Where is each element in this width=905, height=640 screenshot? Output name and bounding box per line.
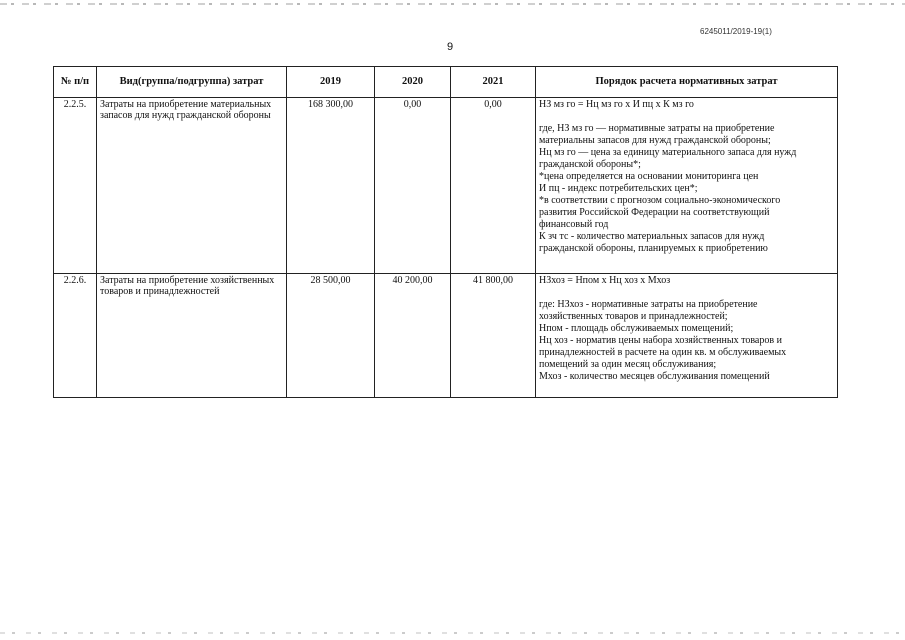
row-value-2020: 40 200,00 [375, 274, 451, 398]
table-row [54, 274, 838, 398]
scan-artifact-bottom [0, 632, 905, 634]
document-code: 6245011/2019-19(1) [700, 27, 772, 36]
calc-line: Нпом - площадь обслуживаемых помещений; [539, 323, 734, 334]
calc-line: К зч тс - количество материальных запасов для нужд [539, 231, 765, 242]
calc-line: где, НЗ мз го — нормативные затраты на приобретение [539, 123, 775, 134]
calc-line: финансовый год [539, 219, 609, 230]
row-value-2019: 28 500,00 [287, 274, 375, 398]
calc-line: развития Российской Федерации на соответствующий [539, 207, 770, 218]
row-calculation [536, 274, 838, 398]
calc-line: *цена определяется на основании мониторинга цен [539, 171, 759, 182]
row-num: 2.2.5. [54, 98, 97, 274]
calc-line: гражданской обороны, планируемых к приобретению [539, 243, 768, 254]
row-value-2021: 41 800,00 [451, 274, 536, 398]
row-formula: НЗ мз го = Нц мз го х И пц х К мз го [539, 99, 694, 110]
header-2021: 2021 [451, 67, 536, 98]
header-2019: 2019 [287, 67, 375, 98]
calc-line: материальны запасов для нужд гражданской обороны; [539, 135, 771, 146]
header-calc: Порядок расчета нормативных затрат [536, 67, 838, 98]
row-value-2019: 168 300,00 [287, 98, 375, 274]
row-value-2020: 0,00 [375, 98, 451, 274]
calc-line: Мхоз - количество месяцев обслуживания помещений [539, 371, 770, 382]
calc-line: где: НЗхоз - нормативные затраты на приобретение [539, 299, 758, 310]
calc-line: Нц мз го — цена за единицу материального запаса для нужд [539, 147, 797, 158]
row-name: Затраты на приобретение материальных запасов для нужд гражданской обороны [97, 98, 287, 274]
row-formula: НЗхоз = Нпом х Нц хоз х Мхоз [539, 275, 671, 286]
row-value-2021: 0,00 [451, 98, 536, 274]
row-calculation [536, 98, 838, 274]
header-num: № п/п [54, 67, 97, 98]
calc-line: *в соответствии с прогнозом социально-экономического [539, 195, 781, 206]
row-name: Затраты на приобретение хозяйственных товаров и принадлежностей [97, 274, 287, 398]
scan-artifact-top [0, 3, 905, 5]
header-2020: 2020 [375, 67, 451, 98]
calc-line: хозяйственных товаров и принадлежностей; [539, 311, 728, 322]
calc-line: Нц хоз - норматив цены набора хозяйственных товаров и [539, 335, 782, 346]
calc-line: помещений за один месяц обслуживания; [539, 359, 717, 370]
calc-line: гражданской обороны*; [539, 159, 641, 170]
page-number: 9 [446, 41, 454, 53]
header-type: Вид(группа/подгруппа) затрат [97, 67, 287, 98]
table-row [54, 98, 838, 274]
calc-line: И пц - индекс потребительских цен*; [539, 183, 698, 194]
row-num: 2.2.6. [54, 274, 97, 398]
cost-table [53, 66, 838, 398]
table-header-row [54, 67, 838, 98]
calc-line: принадлежностей в расчете на один кв. м обслуживаемых [539, 347, 787, 358]
